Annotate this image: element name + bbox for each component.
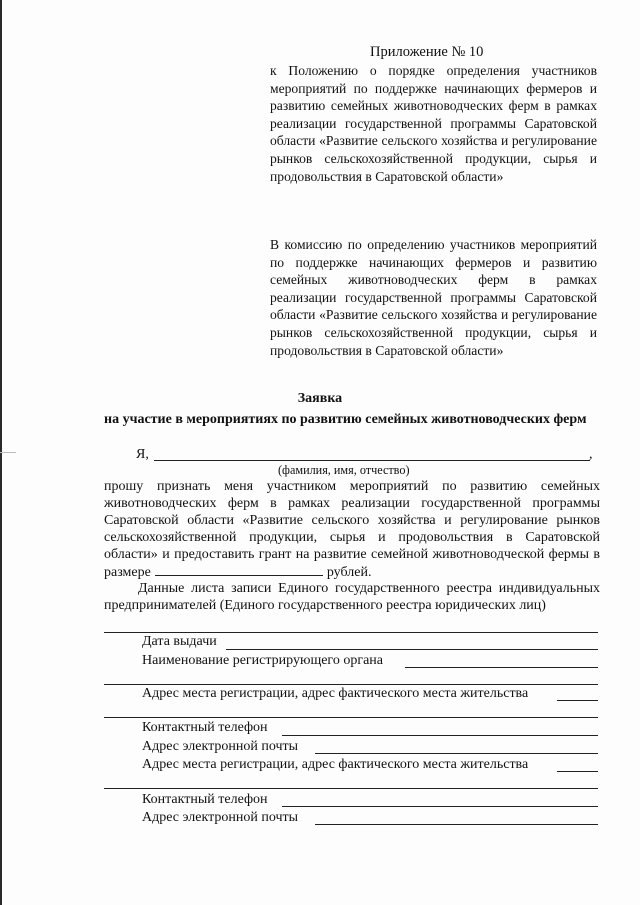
full-name-field[interactable] xyxy=(154,460,590,461)
appendix-text: к Положению о порядке определения участников мероприятий по поддержке начинающих фермеров и развитию семейных животноводческих ферм в рамках реализации государственной программы Саратовской области «Развитие сельского хозяйства и регулирование рынков сельскохозяйственной продукции, сырья и продовольствия в Саратовской области» xyxy=(270,63,597,184)
phone-label-2: Контактный телефон xyxy=(142,792,268,807)
grant-amount-field[interactable] xyxy=(155,564,323,576)
ya-label: Я, xyxy=(136,447,149,462)
full-name-hint: (фамилия, имя, отчество) xyxy=(278,463,410,477)
registering-authority-field-2[interactable] xyxy=(104,684,598,685)
address-label-1: Адрес места регистрации, адрес фактического места жительства xyxy=(142,686,529,701)
address-field-2-line2[interactable] xyxy=(104,788,598,789)
address-field-2[interactable] xyxy=(557,771,598,772)
body-text-part1: прошу признать меня участником мероприятий по развитию семейных животноводческих ферм в рамках реализации государственной программы Саратовской области «Развитие сельского хозяйства и регулирование рынков сельскохозяйственной продукции, сырья и продовольствия в Саратовской области» и предоставить грант на развитие семейной животноводческой фермы в размере xyxy=(104,479,600,580)
email-label-2: Адрес электронной почты xyxy=(142,810,299,825)
application-title: Заявка xyxy=(297,391,343,406)
address-field-1-line2[interactable] xyxy=(104,717,598,718)
registry-record-field[interactable] xyxy=(104,632,598,633)
appendix-title: Приложение № 10 xyxy=(370,44,484,60)
registering-authority-field[interactable] xyxy=(405,667,598,668)
registering-authority-label: Наименование регистрирующего органа xyxy=(142,653,383,668)
address-label-2: Адрес места регистрации, адрес фактического места жительства xyxy=(142,757,529,772)
comma-mark: , xyxy=(589,447,593,462)
addressee-block: В комиссию по определению участников мероприятий по поддержке начинающих фермеров и развитию семейных животноводческих ферм в рамках реализации государственной программы Саратовской области «Развитие сельского хозяйства и регулирование рынков сельскохозяйственной продукции, сырья и продовольствия в Саратовской области» xyxy=(270,237,597,358)
email-field-1[interactable] xyxy=(315,753,598,754)
body-text-part2: рублей. xyxy=(326,564,372,580)
email-label-1: Адрес электронной почты xyxy=(142,739,299,754)
issue-date-field[interactable] xyxy=(226,649,598,650)
issue-date-label: Дата выдачи xyxy=(142,634,217,649)
registry-paragraph: Данные листа записи Единого государственного реестра индивидуальных предпринимателей (Единого государственного реестра юридических лиц) xyxy=(104,581,600,614)
email-field-2[interactable] xyxy=(315,824,598,825)
phone-field-2[interactable] xyxy=(282,806,598,807)
fold-mark xyxy=(0,452,16,453)
address-field-1[interactable] xyxy=(557,700,598,701)
application-body xyxy=(104,479,600,615)
phone-label-1: Контактный телефон xyxy=(142,720,268,735)
application-subtitle: на участие в мероприятиях по развитию семейных животноводческих ферм xyxy=(104,412,587,427)
phone-field-1[interactable] xyxy=(282,735,598,736)
